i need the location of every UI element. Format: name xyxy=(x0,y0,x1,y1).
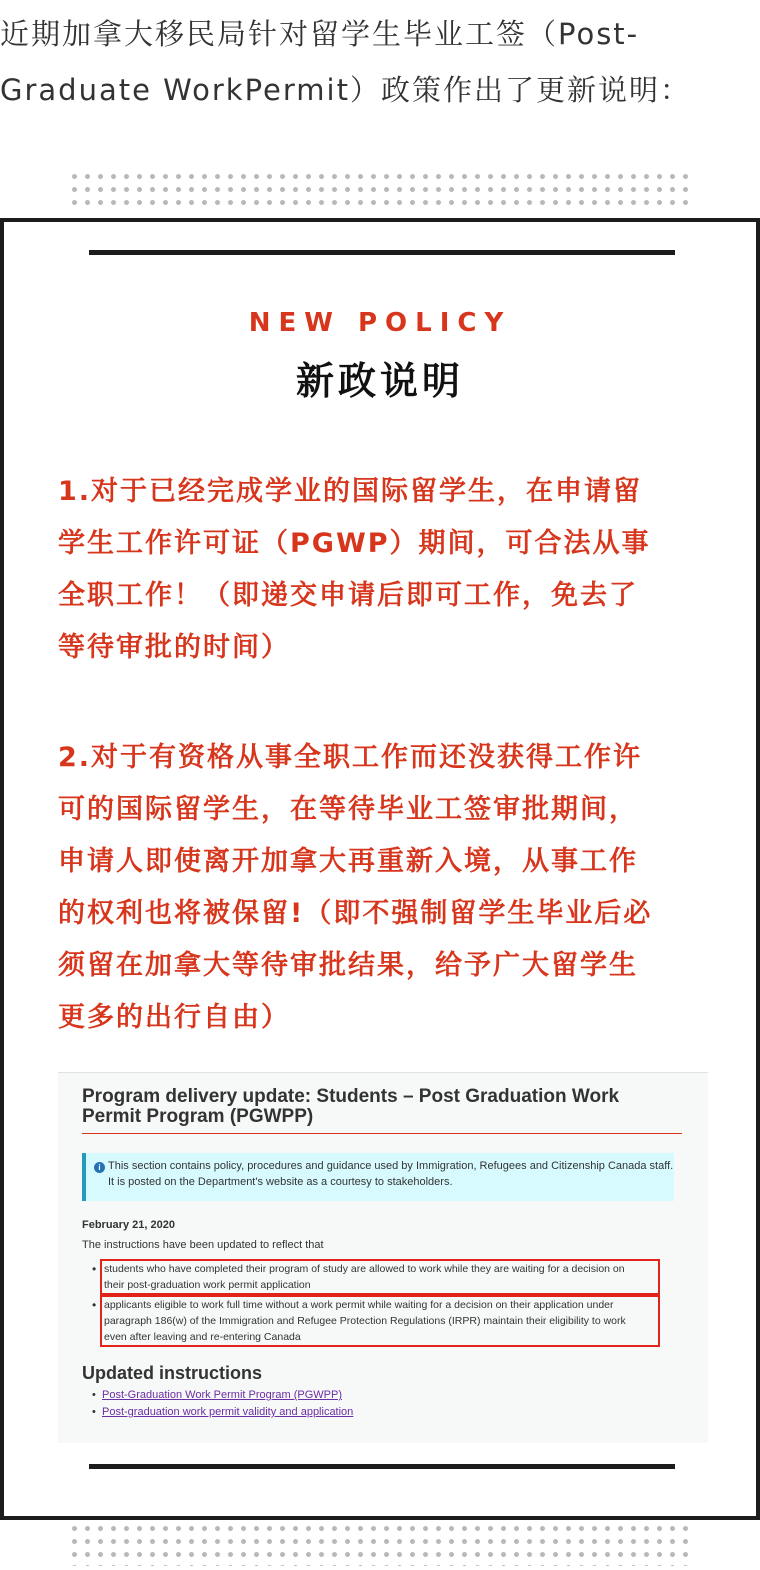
screenshot-heading: Program delivery update: Students – Post Graduation Work Permit Program (PGWPP) xyxy=(82,1087,682,1134)
point-1-line: 全职工作！（即递交申请后即可工作，免去了 xyxy=(58,580,638,611)
alert-text-1: This section contains policy, procedures and guidance used by Immigration, Refugees and Citizenship Canada staff. xyxy=(108,1160,674,1172)
policy-card xyxy=(0,218,760,1520)
point-2-line: 可的国际留学生，在等待毕业工签审批期间， xyxy=(58,794,638,825)
updated-instructions-heading: Updated instructions xyxy=(82,1363,263,1383)
policy-point-2 xyxy=(58,732,708,1044)
update-date: February 21, 2020 xyxy=(82,1219,175,1231)
highlighted-bullet-2 xyxy=(100,1295,660,1347)
point-1-line: 等待审批的时间） xyxy=(58,632,290,663)
card-title: 新政说明 xyxy=(295,359,464,403)
info-icon: i xyxy=(94,1162,105,1173)
point-1-line: 1.对于已经完成学业的国际留学生，在申请留 xyxy=(58,476,643,507)
point-2-line: 申请人即使离开加拿大再重新入境，从事工作 xyxy=(58,846,638,877)
bullet-2-line: paragraph 186(w) of the Immigration and Refugee Protection Regulations (IRPR) maintain their eligibility to work xyxy=(104,1315,626,1327)
ircc-webpage-screenshot xyxy=(58,1072,708,1443)
bullet-1-line: their post-graduation work permit application xyxy=(104,1279,311,1291)
new-policy-label: NEW POLICY xyxy=(248,308,512,338)
point-2-line: 2.对于有资格从事全职工作而还没获得工作许 xyxy=(58,742,643,773)
intro-line-1: 近期加拿大移民局针对留学生毕业工签（Post- xyxy=(0,17,640,51)
intro-line-2: Graduate WorkPermit）政策作出了更新说明： xyxy=(0,73,691,107)
intro-text xyxy=(0,6,760,118)
link-pgwpp[interactable]: • Post-Graduation Work Permit Program (PGWPP) xyxy=(102,1389,342,1401)
point-2-line: 的权利也将被保留!（即不强制留学生毕业后必 xyxy=(58,898,653,929)
highlighted-bullet-1 xyxy=(100,1259,660,1295)
bullet-2-line: • applicants eligible to work full time without a work permit while waiting for a decision on their application under xyxy=(104,1299,614,1311)
top-rule xyxy=(89,250,675,255)
bullet-2-line: even after leaving and re-entering Canada xyxy=(104,1331,301,1343)
bullet-1-line: • students who have completed their program of study are allowed to work while they are waiting for a decision on xyxy=(104,1263,625,1275)
policy-point-1 xyxy=(58,466,708,674)
lead-text: The instructions have been updated to reflect that xyxy=(82,1239,324,1251)
point-2-line: 更多的出行自由） xyxy=(58,1002,290,1033)
dot-pattern-top xyxy=(68,170,692,208)
point-2-line: 须留在加拿大等待审批结果，给予广大留学生 xyxy=(58,950,638,981)
dot-pattern-bottom xyxy=(68,1522,692,1566)
link-pgwp-validity[interactable]: • Post-graduation work permit validity and application xyxy=(102,1406,353,1418)
alert-text-2: It is posted on the Department's website as a courtesy to stakeholders. xyxy=(108,1176,453,1188)
point-1-line: 学生工作许可证（PGWP）期间，可合法从事 xyxy=(58,528,651,559)
info-alert xyxy=(82,1153,674,1201)
bottom-rule xyxy=(89,1464,675,1469)
